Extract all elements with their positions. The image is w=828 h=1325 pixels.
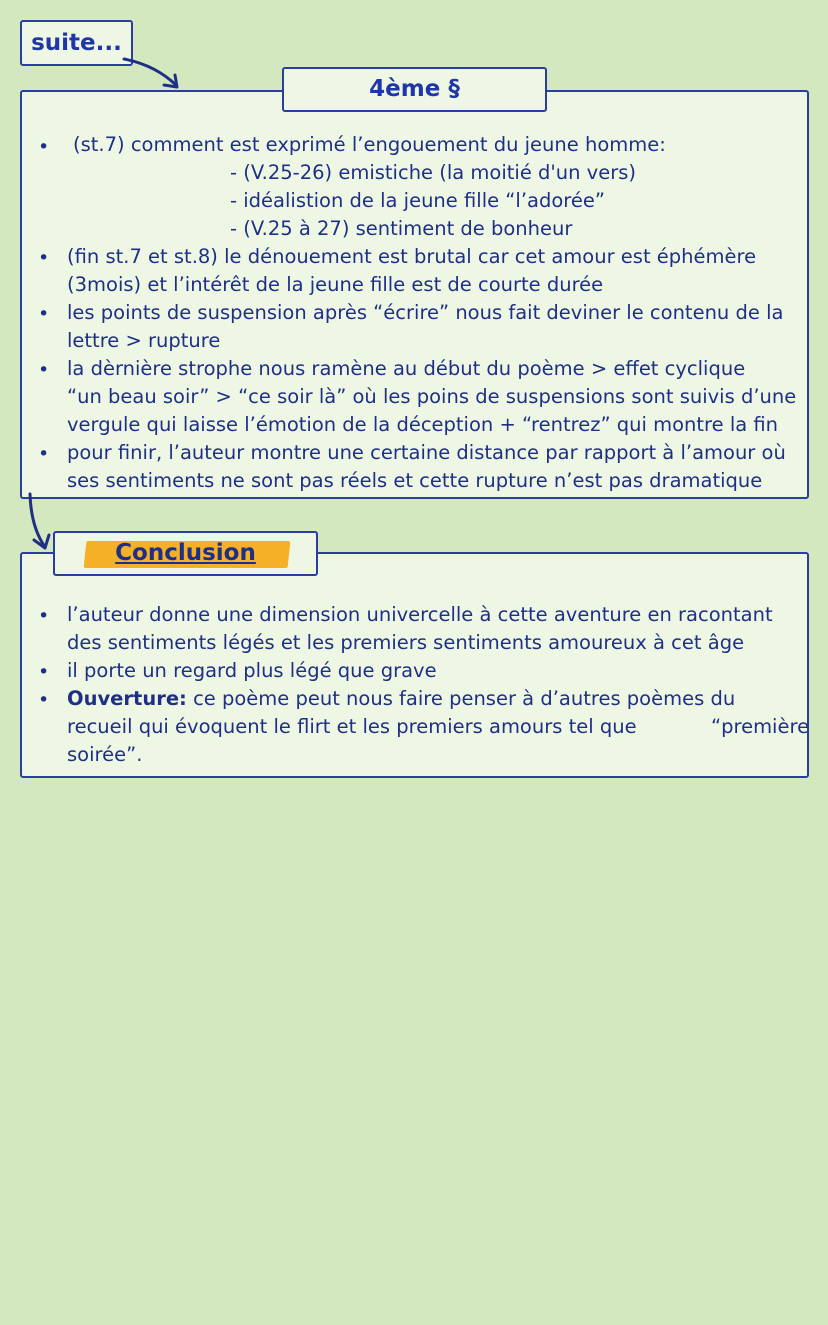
text-line: il porte un regard plus légé que grave <box>67 659 437 682</box>
text-line: - (V.25-26) emistiche (la moitié d'un vers) <box>230 161 636 184</box>
text-line: soirée”. <box>67 743 143 766</box>
bullet: • <box>38 689 50 711</box>
conclusion-title-text: Conclusion <box>115 540 256 566</box>
text-line: ce poème peut nous faire penser à d’autres poèmes du <box>193 687 736 710</box>
section-4-panel <box>20 90 809 499</box>
text-line: (fin st.7 et st.8) le dénouement est brutal car cet amour est éphémère <box>67 245 757 268</box>
bullet: • <box>38 136 50 158</box>
bullet: • <box>38 661 50 683</box>
bullet: • <box>38 359 50 381</box>
bullet: • <box>38 605 50 627</box>
text-line: l’auteur donne une dimension univercelle à cette aventure en racontant <box>67 603 773 626</box>
ouverture-line <box>67 686 735 712</box>
suite-label: suite... <box>20 20 133 66</box>
bullet: • <box>38 443 50 465</box>
text-line: les points de suspension après “écrire” nous fait deviner le contenu de la <box>67 301 784 324</box>
text-line: (3mois) et l’intérêt de la jeune fille est de courte durée <box>67 273 604 296</box>
arrow-suite-icon <box>120 55 180 95</box>
text-line: vergule qui laisse l’émotion de la déception + “rentrez” qui montre la fin <box>67 413 779 436</box>
text-line: (st.7) comment est exprimé l’engouement du jeune homme: <box>73 133 666 156</box>
text-line: ses sentiments ne sont pas réels et cette rupture n’est pas dramatique <box>67 469 763 492</box>
text-line: - idéalistion de la jeune fille “l’adorée” <box>230 189 605 212</box>
conclusion-panel <box>20 552 809 778</box>
ouverture-label: Ouverture: <box>67 687 187 710</box>
text-line: la dèrnière strophe nous ramène au début du poème > effet cyclique <box>67 357 746 380</box>
section-title: 4ème § <box>282 67 547 112</box>
text-line: - (V.25 à 27) sentiment de bonheur <box>230 217 573 240</box>
bullet: • <box>38 303 50 325</box>
text-line: recueil qui évoquent le flirt et les premiers amours tel que <box>67 715 637 738</box>
bullet: • <box>38 247 50 269</box>
text-line: “un beau soir” > “ce soir là” où les poins de suspensions sont suivis d’une <box>67 385 797 408</box>
text-line: lettre > rupture <box>67 329 221 352</box>
text-line: pour finir, l’auteur montre une certaine distance par rapport à l’amour où <box>67 441 786 464</box>
conclusion-title <box>53 531 318 576</box>
text-line: des sentiments légés et les premiers sentiments amoureux à cet âge <box>67 631 745 654</box>
text-line: “première <box>711 715 810 738</box>
